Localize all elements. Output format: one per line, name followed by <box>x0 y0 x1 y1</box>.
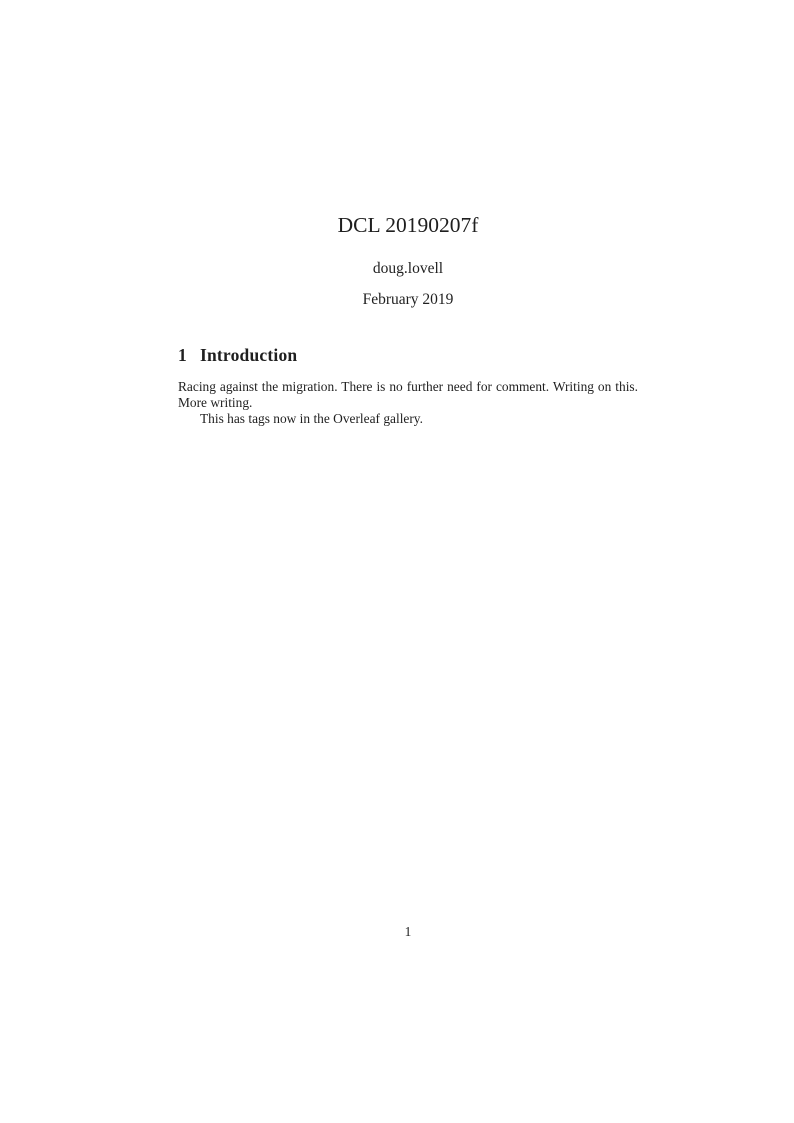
paragraph: Racing against the migration. There is no further need for comment. Writing on this. More writing. <box>178 379 638 410</box>
document-title: DCL 20190207f <box>337 213 479 237</box>
section-title: Introduction <box>199 345 298 365</box>
paragraph: This has tags now in the Overleaf gallery. <box>200 411 423 426</box>
document-author: doug.lovell <box>372 260 444 277</box>
page-number: 1 <box>404 924 412 939</box>
section-number: 1 <box>178 345 187 365</box>
document-date: February 2019 <box>362 291 454 308</box>
section-heading <box>178 344 638 366</box>
body-text <box>178 379 638 427</box>
